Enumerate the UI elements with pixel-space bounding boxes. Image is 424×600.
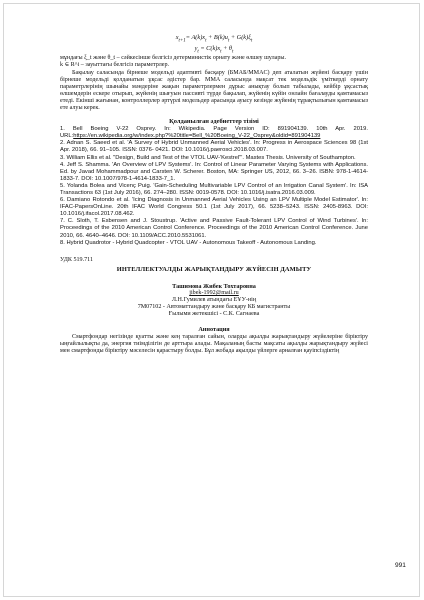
article-title: ИНТЕЛЛЕКТУАЛДЫ ЖАРЫҚТАНДЫРУ ЖҮЙЕСІН ДАМЫТУ [116, 265, 312, 273]
paragraph-mmac: Бақылау саласында бірнеше модельді адаптивті басқару (БМАБ/MMAC) деп аталатын жүйені басқару үшін бірнеше модельді қолданатын ұқсас әдістер бар. MMA саласында мақсат тек модельдік үміткерді орнату параметрлерінің шынайы мәндеріне жақын параметрлермен дұрыс анықтау болып табылады, кейбір ұқсастық өлшемдерін ескере отырып, жүйенің шығуын пассивті түрде бақылап, жүйенің күйін онлайн бағалауды қамтамасыз етеді. Екінші жағынан, контроллерлер әртүрлі модельдер арасында ауысу кезінде жүйенің тұрақтылығын қамтамасыз ете алуы керек. [60, 69, 368, 111]
author-email[interactable]: jibek-1992@mail.ru [189, 290, 239, 297]
page-content [60, 34, 368, 355]
udk-code: УДК 519.711 [60, 256, 94, 263]
page-number: 991 [395, 562, 406, 569]
reference-7: 7. C. Sloth, T. Esbensen and J. Stoustrup. 'Active and Passive Fault-Tolerant LPV Control of Wind Turbines'. In: Proceedings of the 2010 American Control Conference. Proceedings of the 2010 American Control Conference. June 2010, 66. 4640–4646. DOI: 10.1109/ACC.2010.5531061. [60, 218, 368, 239]
paragraph-where: мұндағы ξ_t және θ_t – сәйкесінше белгісіз детерминистік орнату және өлшеу шулары. [60, 55, 286, 62]
paragraph-params: k ∈ R^i – зауыттағы белгісіз параметрлер. [60, 62, 170, 69]
reference-6: 6. Damiano Rotondo et al. 'Icing Diagnosis in Unmanned Aerial Vehicles Using an LPV Multiple Model Estimator'. In: IFAC-PapersOnLine. 20th IFAC World Congress 50.1 (1st July 2017), 66. 5238–5243. ISSN: 2405-8963. DOI: 10.1016/j.ifacol.2017.08.462. [60, 197, 368, 218]
equation-state: $x_{t+1}= A(k)x_t + B(k)u_t + G(k)\xi_t$ [175, 34, 253, 44]
reference-2: 2. Adnan S. Saeed et al. 'A Survey of Hybrid Unmanned Aerial Vehicles'. In: Progress in Aerospace Sciences 98 (1st Apr. 2018), 66. 91–105. ISSN: 0376- 0421. DOI: 10.1016/j.paerosci.2018.03.007. [60, 140, 368, 154]
abstract-heading: Аннотация [198, 326, 230, 334]
reference-1-link[interactable]: https://en.wikipedia.org/w/index.php?%20title=Bell_%20Boeing_V-22_Osprey&oldid=891904139 [73, 133, 321, 140]
abstract-text: Смартфондар негізінде қуатты және кең таралған сайын, оларды ақылды жарықтандыру жүйелеріне біріктіру ыңғайлылықты да, энергия тиімділігін де арттыра алады. Мақаланың басты мақсаты ақылды жарықтандыру жүйесі мен смартфонды біріктіру мәселесін қарастыру болды. Бұл жобада ақылды үйлерге арналған қауіпсіздіктің [60, 333, 368, 354]
author-name: Ташимова Жибек Тохтаровна [172, 282, 256, 290]
equation-output: $y_t = C(k)x_t + \theta_t$ [194, 44, 234, 54]
reference-3: 3. William Ellis et al. "Design, Build and Test of the VTOL UAV-'Kestrel'". Mastes Thesis. University of Southampton. [60, 154, 356, 161]
affiliation-supervisor: Ғылыми жетекшісі - С.К. Сагнаева [168, 311, 260, 318]
affiliation-university: Л.Н.Гумилев атындағы ЕҰУ-нің [171, 297, 257, 304]
reference-1: 1. Bell Boeing V-22 Osprey. In: Wikipedia. Page Version ID: 891904139. 10th Apr. 2019. URL:https://en.wikipedia.org/w/index.php?%20title=Bell_%20Boeing_V-22_Osprey&oldid=891904139 [60, 126, 368, 140]
affiliation-program: 7М07102 - Автоматтандыру және басқару КБ магистранты [137, 304, 291, 311]
reference-4: 4. Jeff S. Shamma. 'An Overview of LPV Systems'. In: Control of Linear Parameter Varying Systems with Applications. Ed. by Javad Mohammadpour and Carsten W. Scherer. Boston, MA: Springer US, 2012, 66. 3–26. ISBN: 978-1-4614-1833-7. DOI: 10.1007/978-1-4614-1833-7_1. [60, 161, 368, 182]
references-heading: Қолданылған әдебиеттер тізімі [169, 118, 259, 126]
reference-8: 8. Hybrid Quadrotor - Hybrid Quadcopter - VTOL UAV - Autonomous Takeoff - Autonomous Landing. [60, 239, 317, 246]
reference-5: 5. Yolanda Bolea and Vicenç Puig. 'Gain-Scheduling Multivariable LPV Control of an Irrigation Canal System'. In: ISA Transactions 63 (1st July 2016), 66. 274–280. ISSN: 0019-0578. DOI: 10.1016/j.isatra.2016.03.009. [60, 182, 368, 196]
